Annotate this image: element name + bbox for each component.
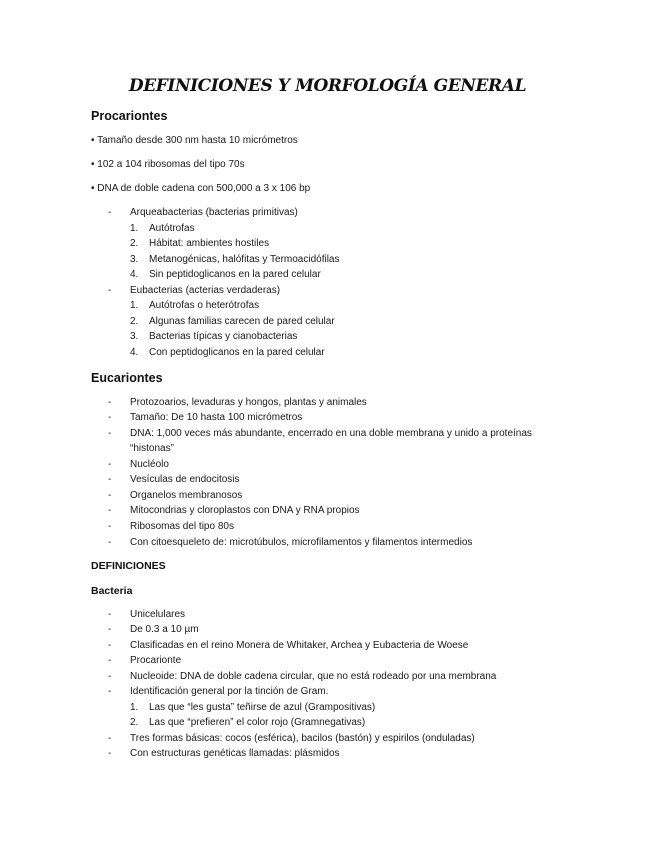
dash-marker: - — [108, 428, 112, 439]
list-item: Clasificadas en el reino Monera de Whitaker, Archea y Eubacteria de Woese — [130, 640, 469, 651]
list-number: 3. — [130, 331, 139, 342]
list-item: Sin peptidoglicanos en la pared celular — [149, 269, 321, 280]
group-label-arqueabacterias: Arqueabacterias (bacterias primitivas) — [130, 207, 298, 218]
list-item: Organelos membranosos — [130, 490, 243, 501]
dash-marker: - — [108, 474, 112, 485]
page-title: DEFINICIONES Y MORFOLOGÍA GENERAL — [128, 76, 527, 96]
dash-marker: - — [108, 640, 112, 651]
dash-marker: - — [108, 686, 112, 697]
list-item: Con peptidoglicanos en la pared celular — [149, 347, 325, 358]
dash-marker: - — [108, 285, 112, 296]
dash-marker: - — [108, 521, 112, 532]
list-item: Autótrofas — [149, 223, 195, 234]
list-item: Ribosomas del tipo 80s — [130, 521, 234, 532]
list-item: Con citoesqueleto de: microtúbulos, microfilamentos y filamentos intermedios — [130, 537, 473, 548]
list-item: Autótrofas o heterótrofas — [149, 300, 260, 311]
list-number: 3. — [130, 254, 139, 265]
dash-marker: - — [108, 537, 112, 548]
list-item: Hábitat: ambientes hostiles — [149, 238, 270, 249]
list-number: 2. — [130, 717, 139, 728]
list-item: Unicelulares — [130, 609, 186, 620]
list-number: 2. — [130, 238, 139, 249]
dash-marker: - — [108, 412, 112, 423]
list-item: Las que “prefieren” el color rojo (Gramnegativas) — [149, 717, 366, 728]
list-number: 1. — [130, 702, 139, 713]
bullet-item: • DNA de doble cadena con 500,000 a 3 x 106 bp — [91, 183, 311, 194]
list-number: 4. — [130, 269, 139, 280]
list-item: Metanogénicas, halófitas y Termoacidófilas — [149, 254, 340, 265]
list-number: 2. — [130, 316, 139, 327]
list-item: Tamaño: De 10 hasta 100 micrómetros — [130, 412, 303, 423]
bullet-item: • Tamaño desde 300 nm hasta 10 micrómetros — [91, 135, 298, 146]
dash-marker: - — [108, 655, 112, 666]
list-item: Tres formas básicas: cocos (esférica), bacilos (bastón) y espirilos (onduladas) — [130, 733, 475, 744]
list-item: Las que “les gusta” teñirse de azul (Grampositivas) — [149, 702, 376, 713]
section-heading-eucariontes: Eucariontes — [91, 371, 163, 385]
dash-marker: - — [108, 207, 112, 218]
dash-marker: - — [108, 624, 112, 635]
list-item: Con estructuras genéticas llamadas: plásmidos — [130, 748, 340, 759]
bullet-item: • 102 a 104 ribosomas del tipo 70s — [91, 159, 245, 170]
group-label-eubacterias: Eubacterias (acterias verdaderas) — [130, 285, 281, 296]
list-item: Nucléolo — [130, 459, 169, 470]
list-item: De 0.3 a 10 µm — [130, 624, 199, 635]
dash-marker: - — [108, 490, 112, 501]
dash-marker: - — [108, 733, 112, 744]
list-item: Algunas familias carecen de pared celular — [149, 316, 335, 327]
list-number: 1. — [130, 300, 139, 311]
list-item: Mitocondrias y cloroplastos con DNA y RNA propios — [130, 505, 360, 516]
list-item: Bacterias típicas y cianobacterias — [149, 331, 298, 342]
dash-marker: - — [108, 397, 112, 408]
list-item: Identificación general por la tinción de Gram. — [130, 686, 329, 697]
list-item: Vesículas de endocitosis — [130, 474, 240, 485]
list-item: Procarionte — [130, 655, 182, 666]
dash-marker: - — [108, 748, 112, 759]
list-item: Protozoarios, levaduras y hongos, plantas y animales — [130, 397, 367, 408]
list-number: 1. — [130, 223, 139, 234]
list-number: 4. — [130, 347, 139, 358]
section-heading-procariontes: Procariontes — [91, 109, 168, 123]
list-item: DNA: 1,000 veces más abundante, encerrado en una doble membrana y unido a proteínas — [130, 428, 532, 439]
list-item: Nucleoide: DNA de doble cadena circular, que no está rodeado por una membrana — [130, 671, 497, 682]
dash-marker: - — [108, 459, 112, 470]
dash-marker: - — [108, 505, 112, 516]
list-item-continuation: “histonas” — [130, 443, 174, 454]
dash-marker: - — [108, 609, 112, 620]
section-heading-bacteria: Bacteria — [91, 585, 133, 597]
section-heading-definiciones: DEFINICIONES — [91, 560, 166, 572]
dash-marker: - — [108, 671, 112, 682]
